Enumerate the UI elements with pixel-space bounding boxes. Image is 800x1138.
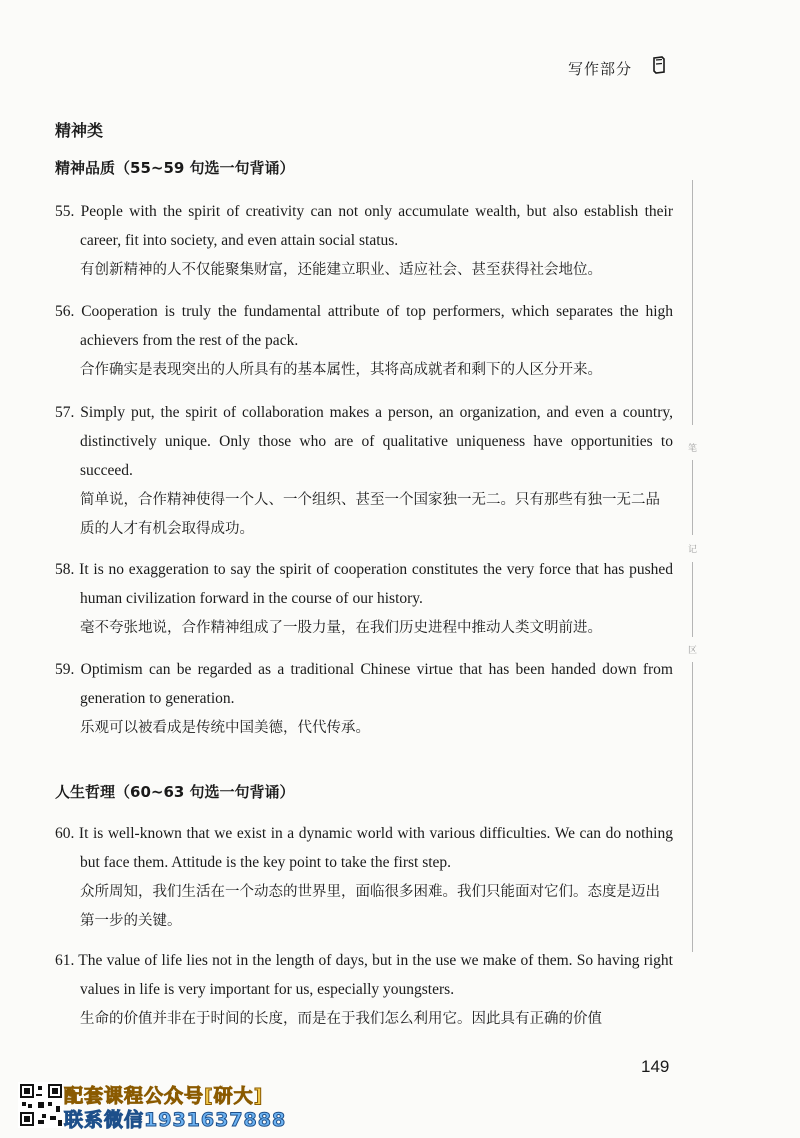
margin-label: 记: [688, 545, 698, 555]
header-title: 写作部分: [568, 60, 633, 78]
margin-label: 笔: [688, 444, 698, 454]
english-sentence: 59. Optimism can be regarded as a traditional Chinese virtue that has been handed down from generation to generation.: [55, 661, 673, 707]
sentence-entry: [55, 819, 673, 936]
margin-rule: [692, 662, 693, 952]
english-sentence: 56. Cooperation is truly the fundamental attribute of top performers, which separates the high achievers from the rest of the pack.: [55, 303, 673, 349]
chinese-translation: 众所周知，我们生活在一个动态的世界里，面临很多困难。我们只能面对它们。态度是迈出第一步的关键。: [80, 884, 660, 929]
english-sentence: 57. Simply put, the spirit of collaboration makes a person, an organization, and even a country, distinctively unique. Only those who are of qualitative uniqueness have opportunities to succeed.: [55, 404, 673, 479]
margin-rule: [692, 180, 693, 425]
category-heading: 精神类: [55, 121, 104, 140]
chinese-translation: 有创新精神的人不仅能聚集财富，还能建立职业、适应社会、甚至获得社会地位。: [80, 262, 602, 278]
margin-rule: [692, 460, 693, 535]
sentence-entry: [55, 197, 673, 285]
chinese-translation: 乐观可以被看成是传统中国美德，代代传承。: [80, 720, 370, 736]
english-sentence: 60. It is well-known that we exist in a dynamic world with various difficulties. We can do nothing but face them. Attitude is the key point to take the first step.: [55, 825, 673, 871]
english-sentence: 58. It is no exaggeration to say the spirit of cooperation constitutes the very force that has pushed human civilization forward in the course of our history.: [55, 561, 673, 607]
margin-label: 区: [688, 646, 698, 656]
section-heading: 人生哲理（60~63 句选一句背诵）: [55, 783, 295, 801]
promo-text: 配套课程公众号[研大]: [64, 1085, 264, 1107]
chinese-translation: 简单说，合作精神使得一个人、一个组织、甚至一个国家独一无二。只有那些有独一无二品质的人才有机会取得成功。: [80, 492, 660, 537]
chinese-translation: 生命的价值并非在于时间的长度，而是在于我们怎么利用它。因此具有正确的价值: [80, 1011, 602, 1027]
english-sentence: 55. People with the spirit of creativity can not only accumulate wealth, but also establish their career, fit into society, and even attain social status.: [55, 203, 673, 249]
sentence-entry: [55, 555, 673, 643]
sentence-entry: [55, 398, 673, 544]
section-heading: 精神品质（55~59 句选一句背诵）: [55, 159, 295, 177]
book-icon: [652, 56, 666, 74]
page-number: 149: [641, 1057, 670, 1076]
sentence-entry: [55, 297, 673, 385]
qr-code-icon: [18, 1082, 64, 1128]
chinese-translation: 合作确实是表现突出的人所具有的基本属性，其将高成就者和剩下的人区分开来。: [80, 362, 602, 378]
sentence-entry: [55, 946, 673, 1034]
margin-rule: [692, 562, 693, 637]
sentence-entry: [55, 655, 673, 743]
english-sentence: 61. The value of life lies not in the length of days, but in the use we make of them. So having right values in life is very important for us, especially youngsters.: [55, 952, 673, 998]
chinese-translation: 毫不夸张地说，合作精神组成了一股力量，在我们历史进程中推动人类文明前进。: [80, 620, 602, 636]
promo-text: 联系微信1931637888: [64, 1109, 287, 1131]
